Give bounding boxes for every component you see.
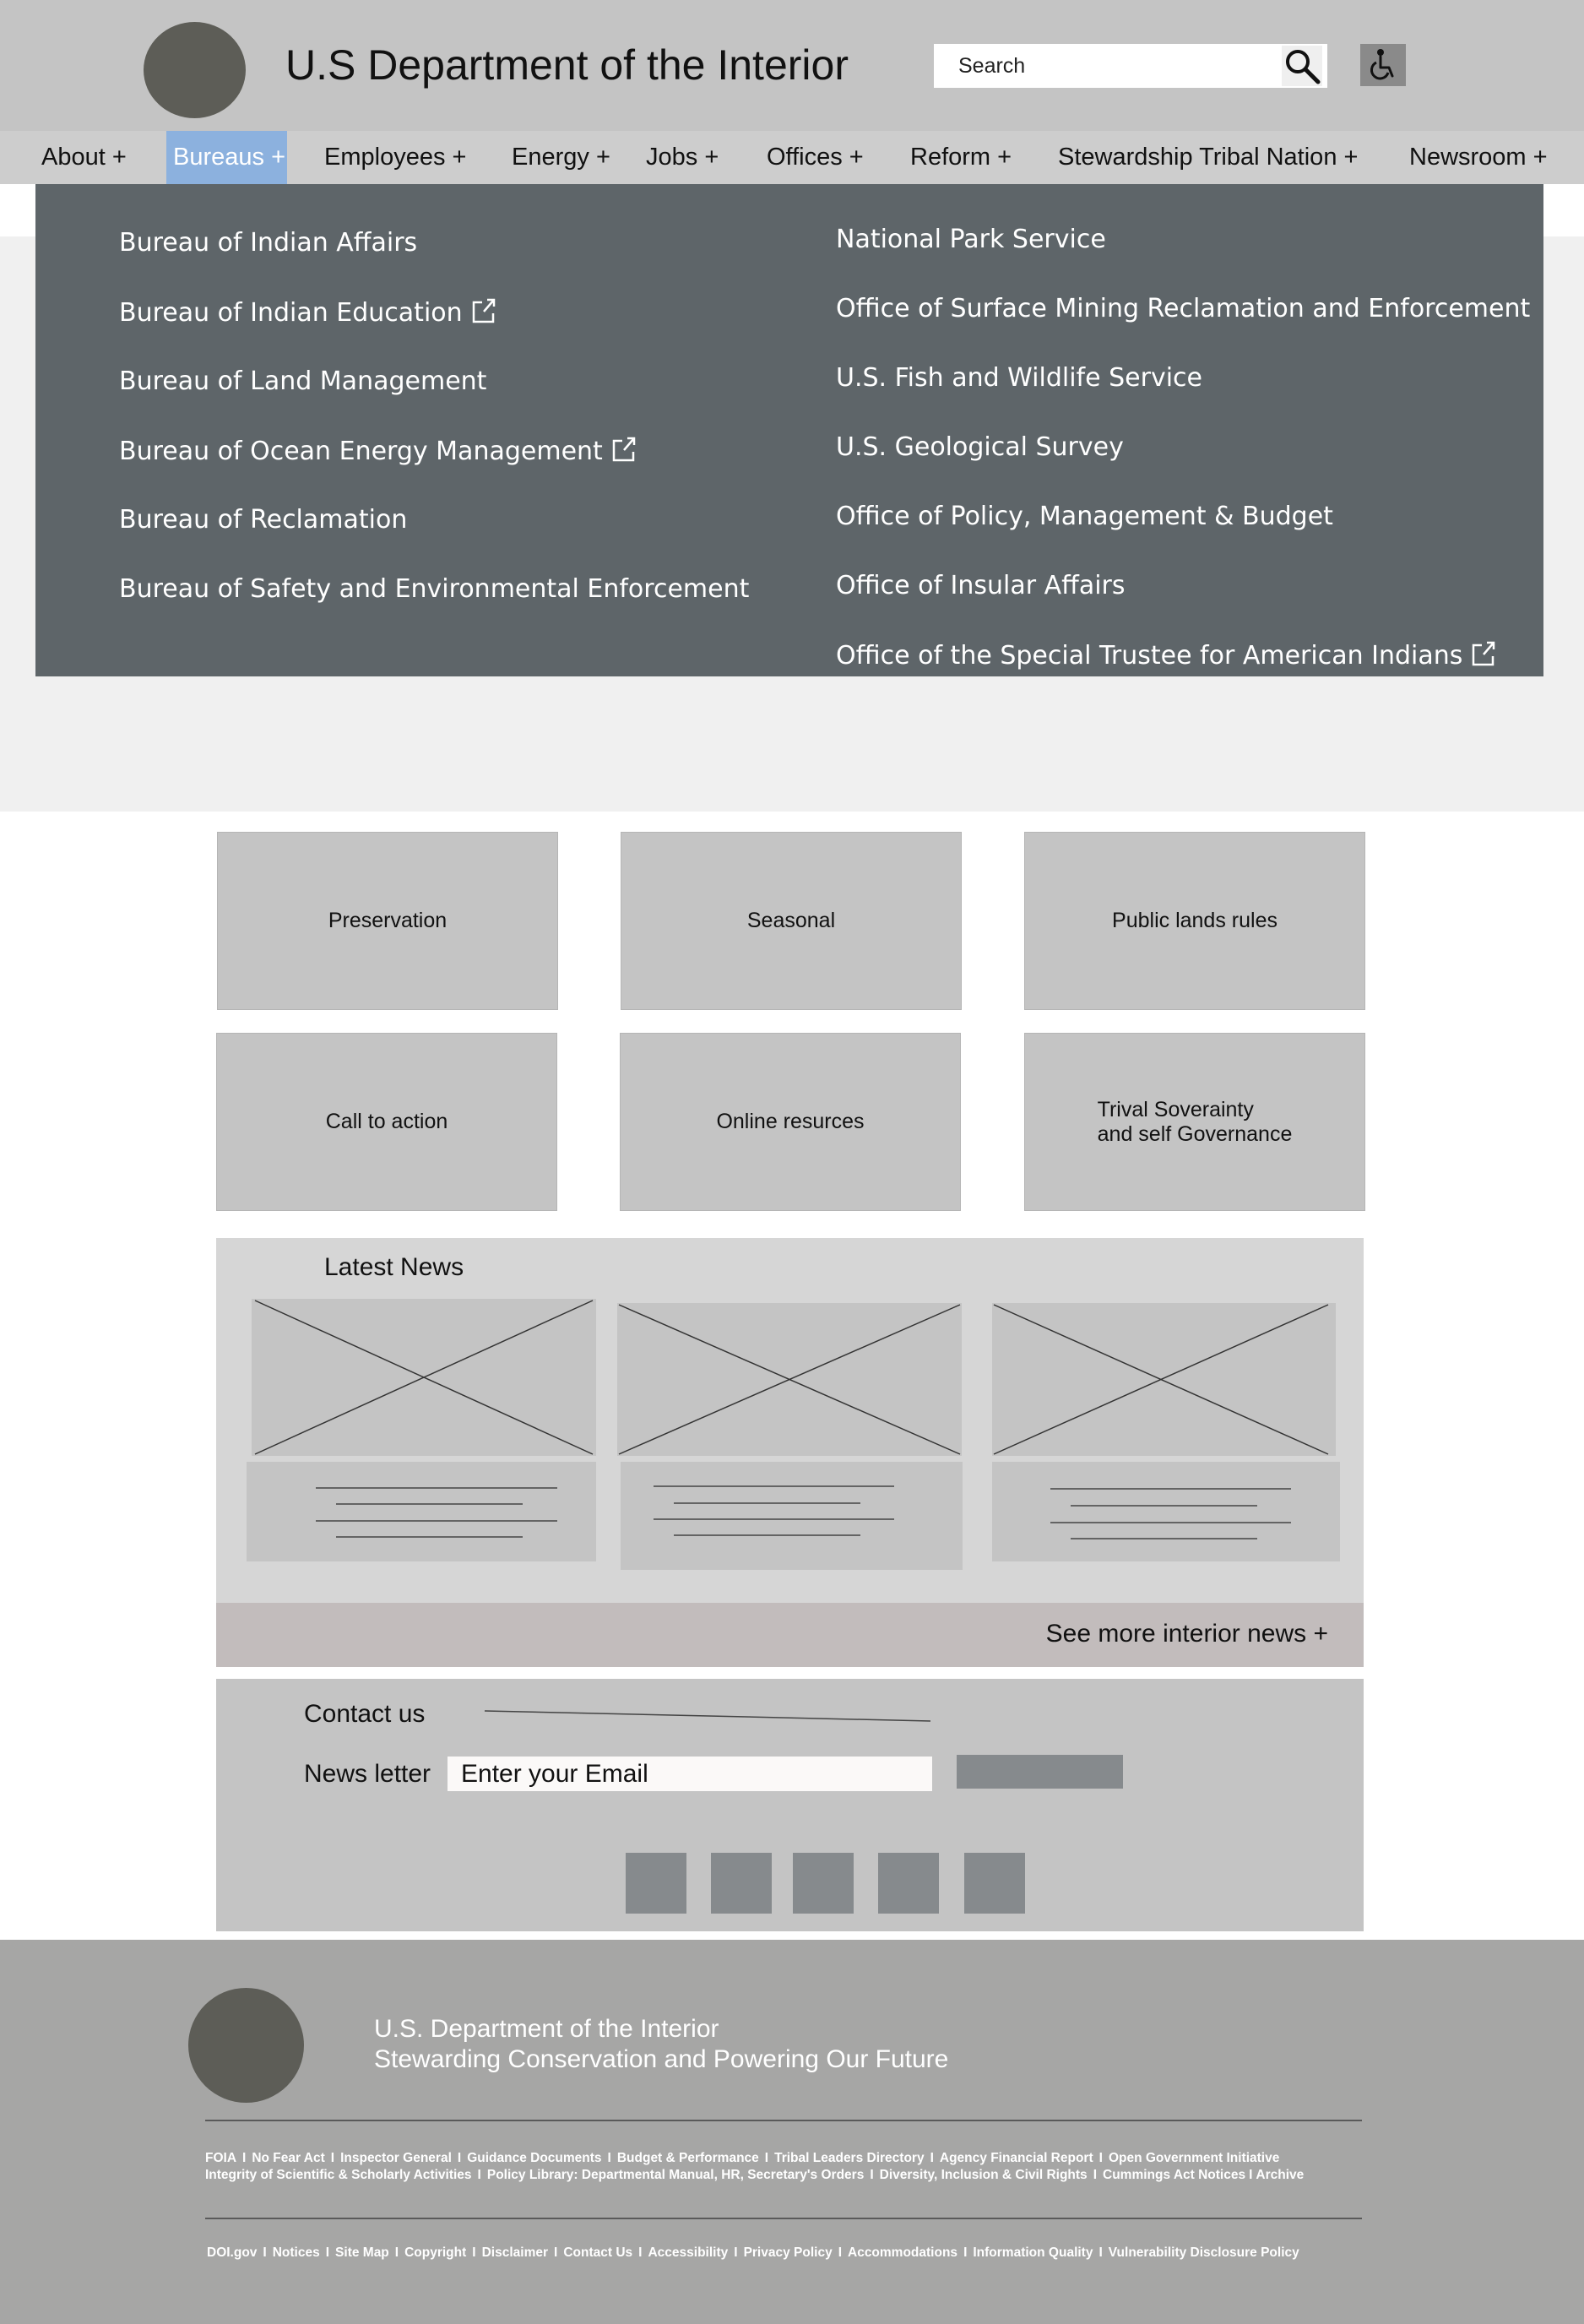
- wheelchair-icon: [1360, 44, 1406, 86]
- news-text-placeholder[interactable]: [247, 1462, 596, 1561]
- news-image-placeholder[interactable]: [617, 1303, 962, 1456]
- footer-links-row-3: DOI.gov I Notices I Site Map I Copyright I Disclaimer I Contact Us I Accessibility I Privacy Policy I Accommodations I Information Quality I Vulnerability Disclosure Policy: [207, 2245, 1299, 2260]
- footer-link-agency-financial-report[interactable]: Agency Financial Report: [939, 2151, 1093, 2165]
- site-title: U.S Department of the Interior: [285, 41, 849, 89]
- nav-offices[interactable]: Offices +: [767, 144, 864, 171]
- external-link-icon: [471, 297, 496, 324]
- dropdown-link[interactable]: Bureau of Ocean Energy Management: [119, 436, 637, 466]
- footer-link-doi-gov[interactable]: DOI.gov: [207, 2245, 258, 2260]
- footer-link-disclaimer[interactable]: Disclaimer: [481, 2245, 549, 2260]
- search-input[interactable]: [934, 44, 1280, 88]
- accessibility-button[interactable]: [1360, 44, 1406, 86]
- nav-stewardship-tribal-nation[interactable]: Stewardship Tribal Nation +: [1058, 144, 1359, 171]
- contact-info-line: [484, 1709, 931, 1723]
- logo[interactable]: [144, 22, 246, 118]
- tile-online-resources[interactable]: Online resurces: [620, 1033, 961, 1211]
- social-icon[interactable]: [878, 1853, 939, 1914]
- nav-energy[interactable]: Energy +: [512, 144, 610, 171]
- external-link-icon: [1471, 640, 1496, 667]
- footer-divider: [205, 2120, 1362, 2121]
- contact-us-label: Contact us: [304, 1700, 426, 1728]
- footer-logo[interactable]: [188, 1988, 304, 2103]
- footer-link-copyright[interactable]: Copyright: [404, 2245, 467, 2260]
- footer-link-notices[interactable]: Notices: [272, 2245, 320, 2260]
- search-box: [934, 44, 1327, 88]
- footer-link-archive[interactable]: Archive: [1256, 2168, 1305, 2182]
- footer-link-information-quality[interactable]: Information Quality: [973, 2245, 1093, 2260]
- image-placeholder-icon: [617, 1303, 962, 1456]
- social-icon[interactable]: [711, 1853, 772, 1914]
- dropdown-link[interactable]: Bureau of Reclamation: [119, 505, 408, 535]
- footer-link-budget-performance[interactable]: Budget & Performance: [616, 2151, 759, 2165]
- news-image-placeholder[interactable]: [252, 1299, 596, 1456]
- tile-tribal-sovereignty[interactable]: Trival Soverainty and self Governance: [1024, 1033, 1365, 1211]
- footer-link-cummings-act[interactable]: Cummings Act Notices: [1103, 2168, 1246, 2182]
- magnifier-icon: [1282, 46, 1322, 86]
- news-image-placeholder[interactable]: [992, 1303, 1336, 1456]
- dropdown-link[interactable]: Office of the Special Trustee for American Indians: [836, 640, 1496, 671]
- footer-link-diversity-inclusion[interactable]: Diversity, Inclusion & Civil Rights: [879, 2168, 1088, 2182]
- dropdown-link[interactable]: Office of Surface Mining Reclamation and Enforcement: [836, 294, 1531, 323]
- tile-call-to-action[interactable]: Call to action: [216, 1033, 557, 1211]
- dropdown-link[interactable]: National Park Service: [836, 225, 1106, 254]
- tile-preservation[interactable]: Preservation: [217, 832, 558, 1010]
- social-icon[interactable]: [793, 1853, 854, 1914]
- text-lines-placeholder: [621, 1462, 963, 1570]
- email-input[interactable]: [448, 1757, 932, 1791]
- image-placeholder-icon: [992, 1303, 1336, 1456]
- footer-link-guidance-documents[interactable]: Guidance Documents: [467, 2151, 602, 2165]
- footer-link-vulnerability-disclosure[interactable]: Vulnerability Disclosure Policy: [1108, 2245, 1299, 2260]
- dropdown-link[interactable]: Bureau of Indian Education: [119, 297, 496, 328]
- image-placeholder-icon: [252, 1299, 596, 1456]
- footer-org-name: U.S. Department of the Interior: [374, 2015, 719, 2043]
- footer-link-tribal-leaders-directory[interactable]: Tribal Leaders Directory: [774, 2151, 925, 2165]
- nav-about[interactable]: About +: [41, 144, 127, 171]
- social-icon[interactable]: [626, 1853, 686, 1914]
- footer-link-open-government[interactable]: Open Government Initiative: [1108, 2151, 1280, 2165]
- footer-link-site-map[interactable]: Site Map: [335, 2245, 389, 2260]
- dropdown-link[interactable]: Bureau of Safety and Environmental Enforcement: [119, 574, 750, 604]
- nav-reform[interactable]: Reform +: [910, 144, 1012, 171]
- dropdown-link[interactable]: Bureau of Indian Affairs: [119, 228, 418, 258]
- footer-link-accommodations[interactable]: Accommodations: [848, 2245, 958, 2260]
- footer-link-inspector-general[interactable]: Inspector General: [340, 2151, 452, 2165]
- newsletter-label: News letter: [304, 1760, 431, 1788]
- tile-seasonal[interactable]: Seasonal: [621, 832, 962, 1010]
- nav-newsroom[interactable]: Newsroom +: [1409, 144, 1548, 171]
- dropdown-link[interactable]: U.S. Geological Survey: [836, 432, 1124, 462]
- dropdown-link[interactable]: Office of Insular Affairs: [836, 571, 1126, 600]
- nav-jobs[interactable]: Jobs +: [646, 144, 719, 171]
- footer-link-contact-us[interactable]: Contact Us: [563, 2245, 633, 2260]
- subscribe-button[interactable]: [957, 1755, 1123, 1789]
- latest-news-title: Latest News: [324, 1253, 464, 1281]
- footer-link-privacy-policy[interactable]: Privacy Policy: [743, 2245, 833, 2260]
- search-button[interactable]: [1282, 46, 1322, 86]
- social-icon[interactable]: [964, 1853, 1025, 1914]
- dropdown-link[interactable]: U.S. Fish and Wildlife Service: [836, 363, 1202, 393]
- footer-link-policy-library[interactable]: Policy Library: Departmental Manual, HR, Secretary's Orders: [486, 2168, 865, 2182]
- news-text-placeholder[interactable]: [621, 1462, 963, 1570]
- news-text-placeholder[interactable]: [992, 1462, 1340, 1561]
- footer-link-foia[interactable]: FOIA: [205, 2151, 237, 2165]
- footer-link-no-fear-act[interactable]: No Fear Act: [252, 2151, 325, 2165]
- dropdown-link[interactable]: Bureau of Land Management: [119, 367, 487, 396]
- see-more-news-link[interactable]: See more interior news +: [1045, 1620, 1328, 1648]
- footer-tagline: Stewarding Conservation and Powering Our Future: [374, 2045, 949, 2073]
- external-link-icon: [611, 436, 637, 463]
- footer-links-row-1: FOIA I No Fear Act I Inspector General I Guidance Documents I Budget & Performance I Tribal Leaders Directory I Agency Financial Report I Open Government Initiative: [205, 2151, 1280, 2165]
- dropdown-link[interactable]: Office of Policy, Management & Budget: [836, 502, 1333, 531]
- see-more-news-bar[interactable]: [216, 1603, 1364, 1667]
- nav-bureaus[interactable]: Bureaus +: [166, 131, 287, 184]
- text-lines-placeholder: [247, 1462, 596, 1561]
- nav-employees[interactable]: Employees +: [324, 144, 467, 171]
- footer-links-row-2: Integrity of Scientific & Scholarly Activities I Policy Library: Departmental Manual, HR, Secretary's Orders I Diversity, Inclusion & Civil Rights I Cummings Act Notices I Archive: [205, 2168, 1305, 2182]
- text-lines-placeholder: [992, 1462, 1340, 1561]
- footer-link-accessibility[interactable]: Accessibility: [648, 2245, 729, 2260]
- footer-divider: [205, 2218, 1362, 2219]
- tile-public-lands-rules[interactable]: Public lands rules: [1024, 832, 1365, 1010]
- footer-link-scientific-integrity[interactable]: Integrity of Scientific & Scholarly Activities: [205, 2168, 472, 2182]
